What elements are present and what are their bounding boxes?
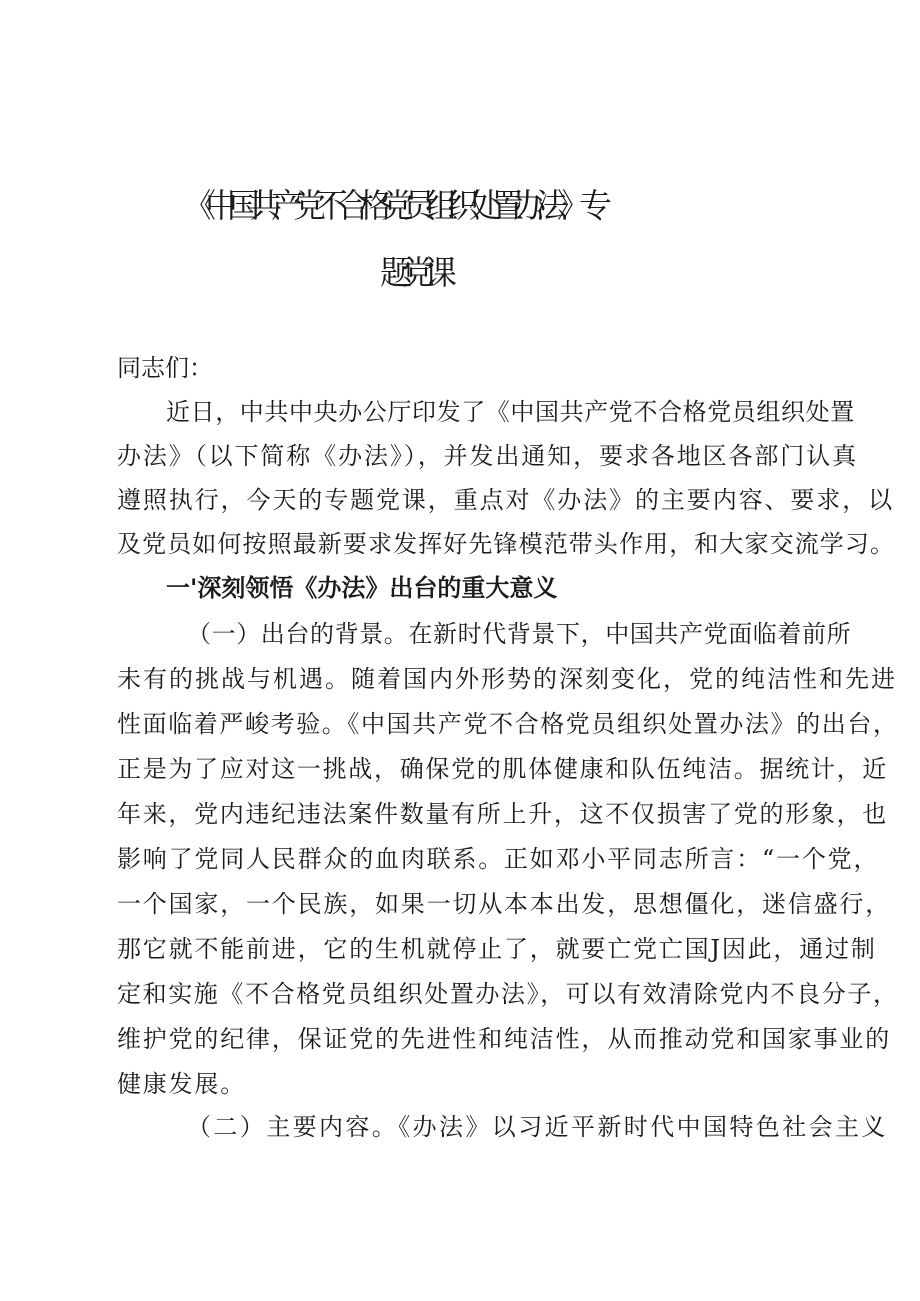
salutation: 同志们： — [117, 354, 213, 382]
body-line: 那它就不能前进，它的生机就停止了，就要亡党亡国J因此，通过制 — [117, 935, 877, 963]
intro-line: 近日，中共中央办公厅印发了《中国共产党不合格党员组织处置 — [166, 398, 855, 426]
body-line: 维护党的纪律，保证党的先进性和纯洁性，从而推动党和国家事业的 — [117, 1025, 891, 1053]
body-line: （二）主要内容。《办法》以习近平新时代中国特色社会主义 — [187, 1113, 888, 1141]
section-heading: 一'深刻领悟《办法》出台的重大意义 — [166, 574, 558, 602]
body-line: 年来，党内违纪违法案件数量有所上升，这不仅损害了党的形象，也 — [117, 800, 888, 828]
body-line: 定和实施《不合格党员组织处置办法》，可以有效清除党内不良分子， — [117, 980, 899, 1008]
body-line: 性面临着严峻考验。《中国共产党不合格党员组织处置办法》的出台， — [117, 710, 899, 738]
body-line: 健康发展。 — [117, 1070, 246, 1098]
body-line: 一个国家，一个民族，如果一切从本本出发，思想僵化，迷信盛行， — [117, 890, 891, 918]
document-title-line-2: 题党课 — [380, 253, 446, 292]
intro-line: 遵照执行，今天的专题党课，重点对《办法》的主要内容、要求，以 — [117, 486, 894, 514]
body-line: 未有的挑战与机遇。随着国内外形势的深刻变化，党的纯洁性和先进 — [117, 665, 897, 693]
body-line: （一）出台的背景。在新时代背景下，中国共产党面临着前所 — [187, 620, 852, 648]
intro-line: 及党员如何按照最新要求发挥好先锋模范带头作用，和大家交流学习。 — [117, 530, 896, 558]
body-line: 影响了党同人民群众的血肉联系。正如邓小平同志所言：“一个党， — [117, 845, 880, 873]
body-line: 正是为了应对这一挑战，确保党的肌体健康和队伍纯洁。据统计，近 — [117, 755, 888, 783]
document-title-line-1: 《中国共产党不合格党员组织处置办法》专 — [183, 186, 601, 225]
intro-line: 办法》（以下简称《办法》），并发出通知，要求各地区各部门认真 — [117, 442, 858, 470]
